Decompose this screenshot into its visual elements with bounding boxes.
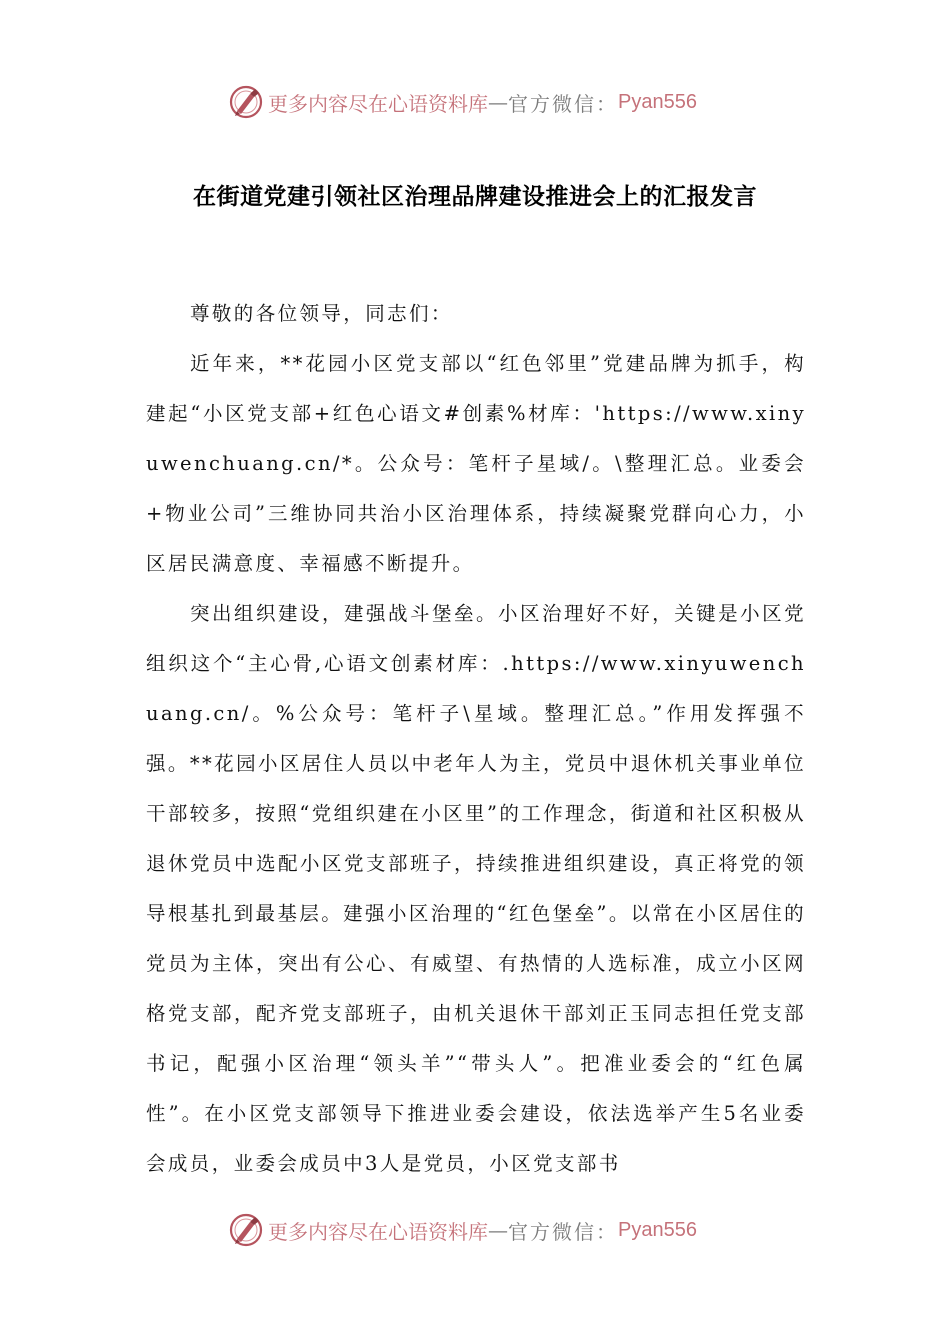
watermark-main-text: 更多内容尽在心语资料库	[268, 91, 488, 116]
paragraph-organization: 突出组织建设，建强战斗堡垒。小区治理好不好，关键是小区党组织这个“主心骨,心语文创素材库：.https://www.xinyuwenchuang.cn/。%公众号：笔杆子\星域。整理汇总。”作用发挥强不强。**花园小区居住人员以中老年人为主，党员中退休机关事业单位干部较多，按照“党组织建在小区里”的工作理念，街道和社区积极从退休党员中选配小区党支部班子，持续推进组织建设，真正将党的领导根基扎到最基层。建强小区治理的“红色堡垒”。以常在小区居住的党员为主体，突出有公心、有威望、有热情的人选标准，成立小区网格党支部，配齐党支部班子，由机关退休干部刘正玉同志担任党支部书记，配强小区治理“领头羊”“带头人”。把准业委会的“红色属性”。在小区党支部领导下推进业委会建设，依法选举产生5名业委会成员，业委会成员中3人是党员，小区党支部书	[146, 602, 806, 1175]
pen-nib-logo-icon	[228, 84, 264, 120]
header-watermark-banner	[228, 82, 697, 122]
watermark-official-label: 官方微信：	[508, 1219, 618, 1244]
paragraph-intro: 近年来，**花园小区党支部以“红色邻里”党建品牌为抓手，构建起“小区党支部+红色心语文#创素%材库：'https://www.xinyuwenchuang.cn/*。公众号：笔杆子星域/。\整理汇总。业委会+物业公司”三维协同共治小区治理体系，持续凝聚党群向心力，小区居民满意度、幸福感不断提升。	[146, 352, 806, 575]
watermark-dash: —	[488, 90, 508, 114]
footer-watermark-banner	[228, 1210, 697, 1250]
salutation: 尊敬的各位领导，同志们：	[190, 302, 453, 325]
watermark-wechat-id: Pyan556	[618, 90, 697, 113]
watermark-main-text: 更多内容尽在心语资料库	[268, 1219, 488, 1244]
pen-nib-logo-icon	[228, 1212, 264, 1248]
watermark-dash: —	[488, 1218, 508, 1242]
watermark-wechat-id: Pyan556	[618, 1218, 697, 1241]
watermark-official-label: 官方微信：	[508, 91, 618, 116]
document-title: 在街道党建引领社区治理品牌建设推进会上的汇报发言	[193, 184, 757, 210]
document-body	[146, 289, 806, 1189]
